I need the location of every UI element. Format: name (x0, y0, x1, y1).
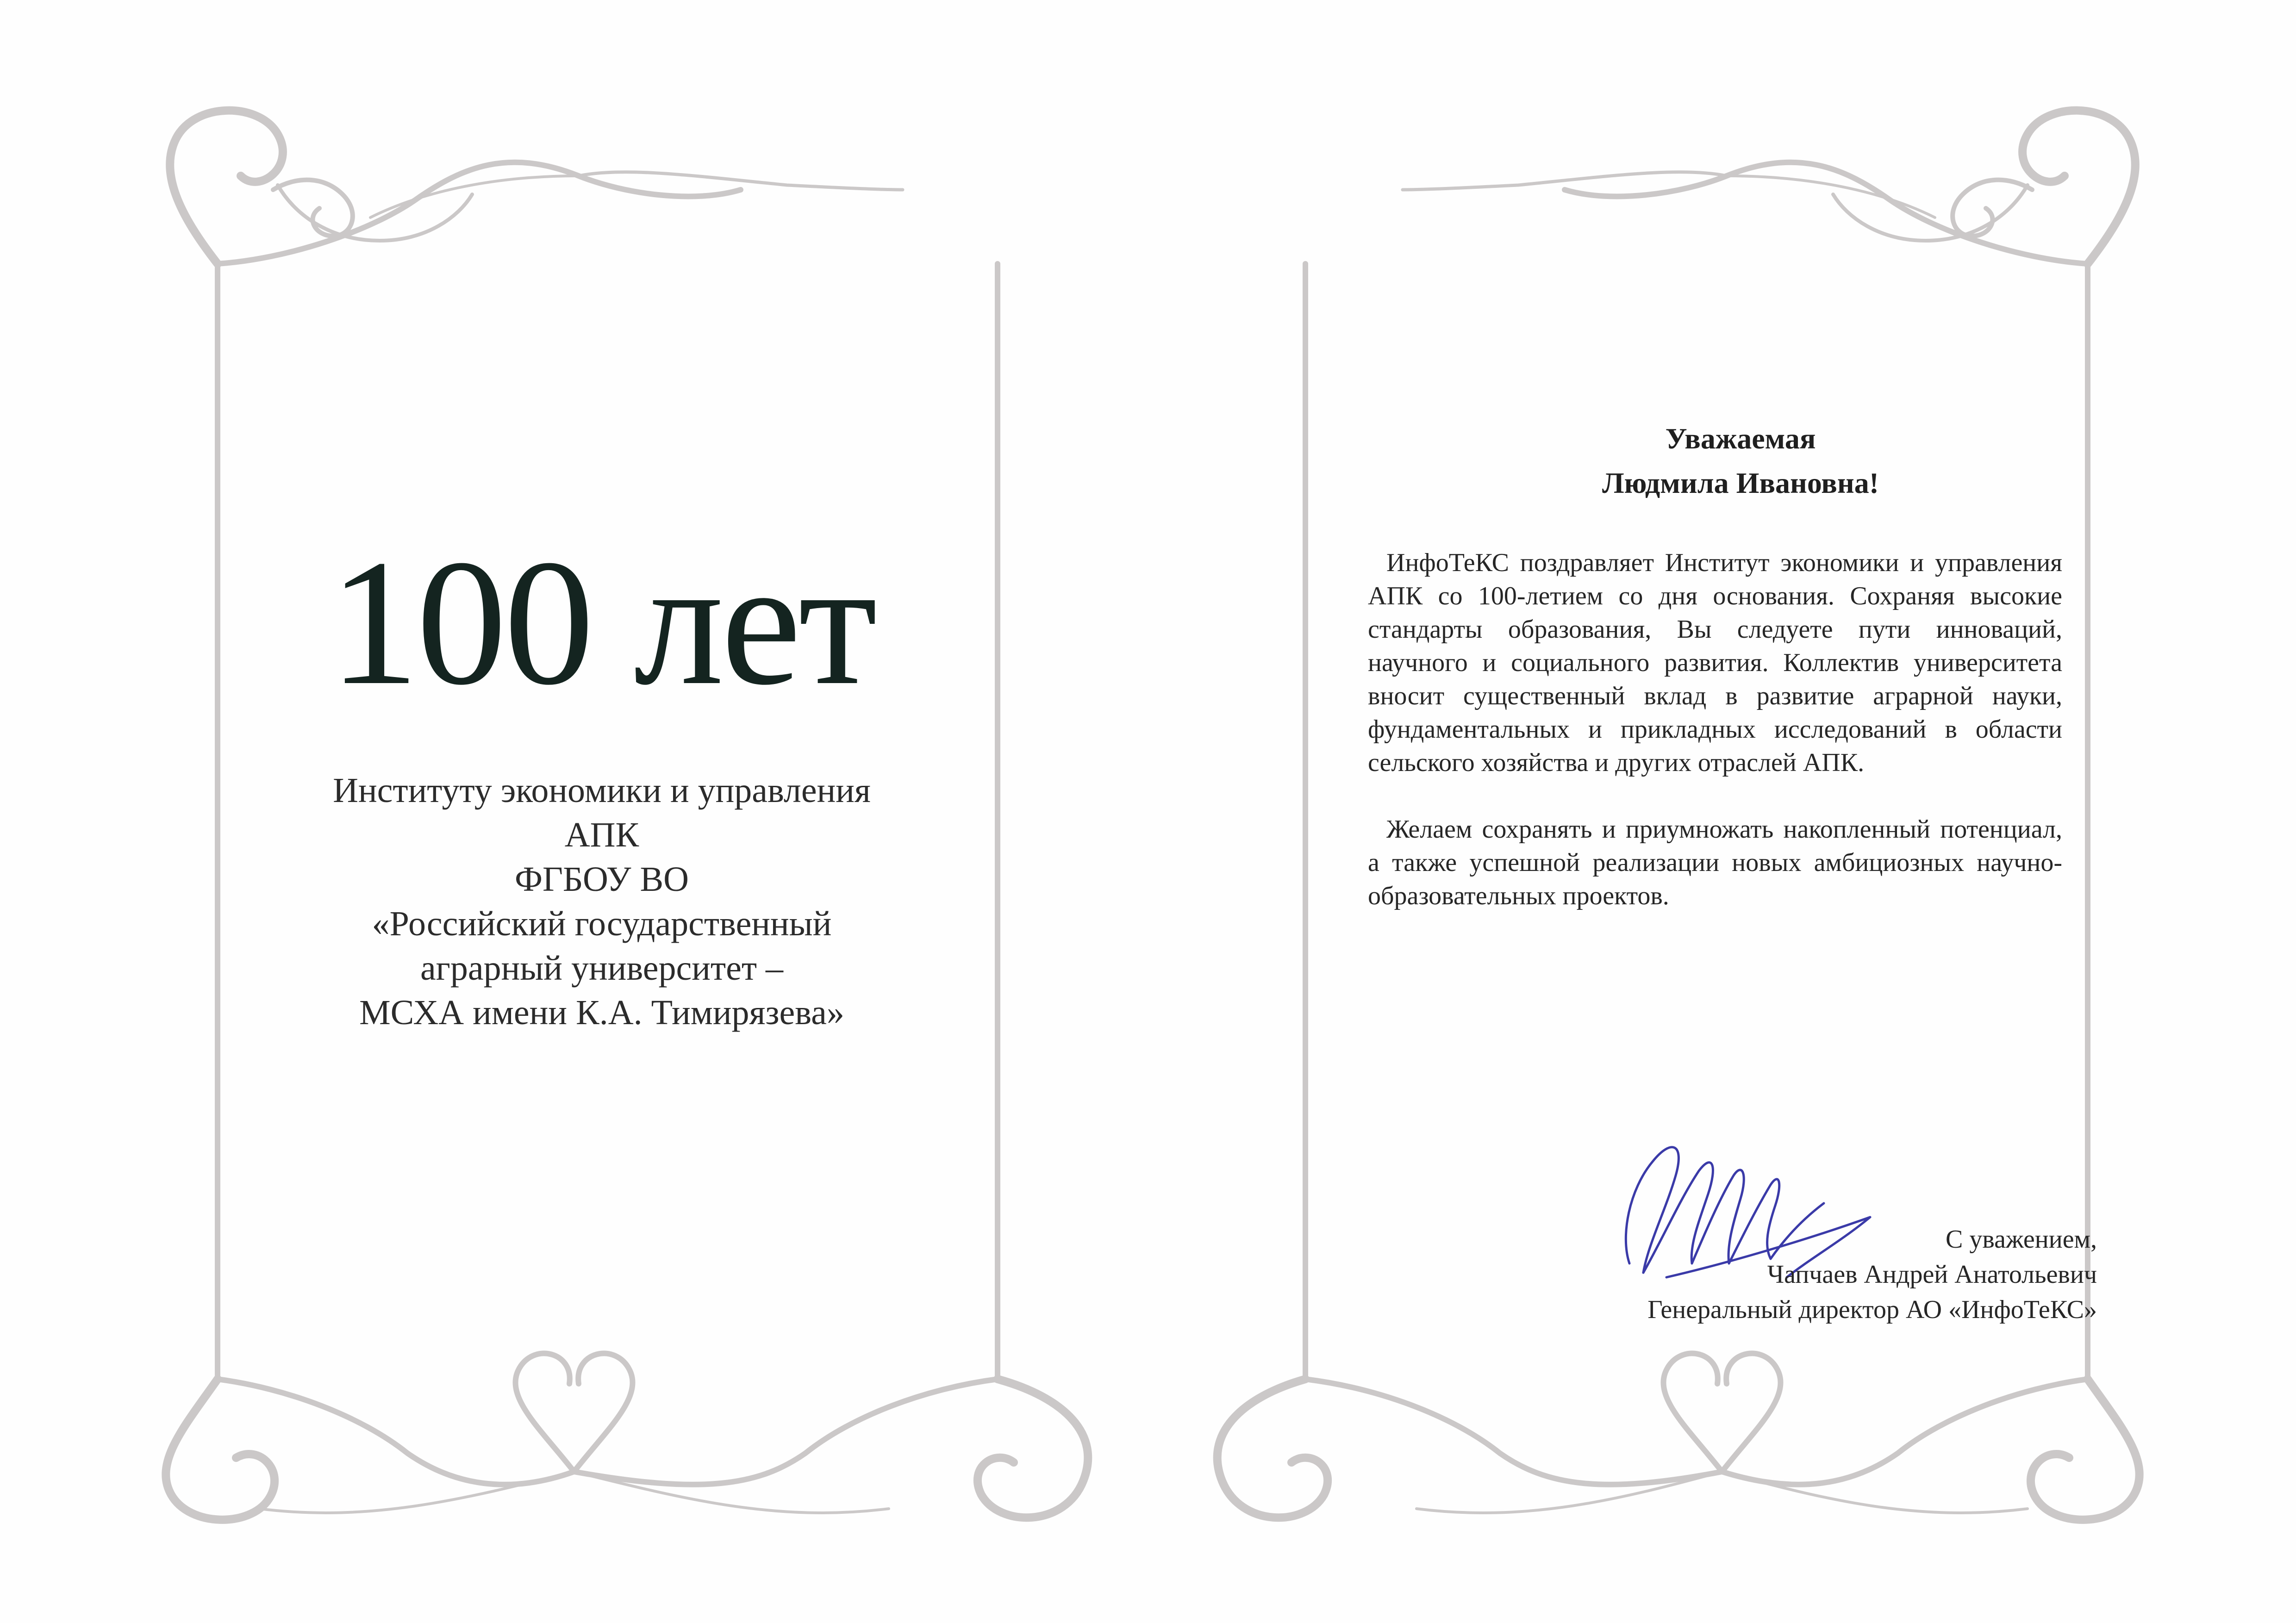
greeting (1416, 417, 2065, 505)
bottom-flourish-ornament (166, 1353, 1088, 1519)
closing-line: С уважением, (1946, 1225, 2097, 1254)
recipient-line: Институту экономики и управления (333, 771, 871, 810)
signature-block (1541, 1222, 2097, 1327)
recipient-line: аграрный университет – (420, 949, 784, 988)
bottom-flourish-ornament (1217, 1353, 2140, 1519)
top-flourish-ornament (1403, 111, 2135, 264)
recipient-block (185, 768, 1018, 1035)
greeting-salutation: Уважаемая (1665, 422, 1816, 455)
letter-paragraph: ИнфоТеКС поздравляет Институт экономики и управления АПК со 100-летием со дня основания. Сохраняя высокие стандарты образования, Вы следуете пути инноваций, научного и социального развития. Коллектив университета вносит существенный вклад в развитие аграрной науки, фундаментальных и прикладных исследований в области сельского хозяйства и других отраслей АПК. (1368, 548, 2062, 777)
recipient-line: МСХА имени К.А. Тимирязева» (359, 993, 844, 1032)
signer-title: Генеральный директор АО «ИнфоТеКС» (1647, 1295, 2097, 1324)
top-flourish-ornament (170, 111, 903, 264)
recipient-line: «Российский государственный (372, 904, 832, 943)
greeting-addressee: Людмила Ивановна! (1602, 466, 1879, 499)
letter-paragraph: Желаем сохранять и приумножать накопленный потенциал, а также успешной реализации новых амбициозных научно-образовательных проектов. (1368, 815, 2062, 910)
recipient-line: АПК (564, 815, 639, 854)
anniversary-title: 100 лет (329, 522, 875, 722)
right-page (1148, 0, 2296, 1623)
signer-name: Чапчаев Андрей Анатольевич (1767, 1260, 2097, 1289)
letter-body (1368, 546, 2062, 946)
recipient-line: ФГБОУ ВО (514, 860, 689, 899)
